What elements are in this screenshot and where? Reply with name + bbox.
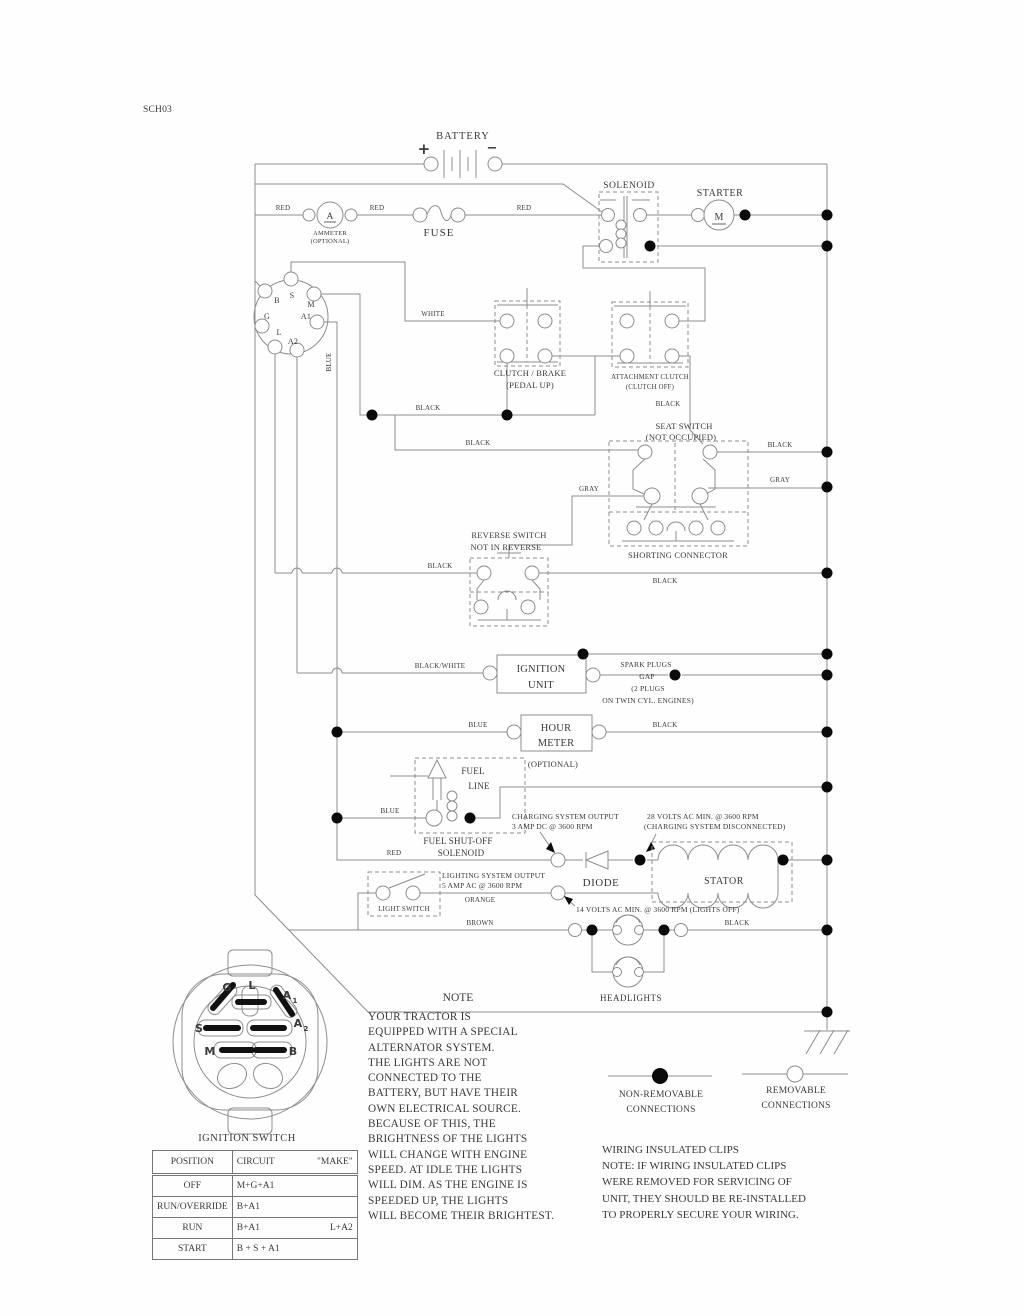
- wire-black-white: [297, 357, 483, 673]
- ignition-switch-caption: IGNITION SWITCH: [198, 1133, 296, 1144]
- wire-hop: [292, 568, 342, 573]
- switch-lever-icon: [389, 874, 425, 888]
- reverse-switch-label: REVERSE SWITCH: [471, 530, 547, 540]
- headlights: [569, 915, 688, 1003]
- svg-text:(CHARGING SYSTEM DISCONNECTED): (CHARGING SYSTEM DISCONNECTED): [644, 822, 786, 831]
- svg-text:BLUE: BLUE: [325, 352, 333, 372]
- keyway-label-m: M: [204, 1045, 216, 1058]
- battery: [418, 131, 502, 178]
- keyway-label-s: S: [194, 1022, 204, 1035]
- attachment-clutch-label: ATTACHMENT CLUTCH: [611, 374, 689, 381]
- keyway-label-g: G: [222, 981, 232, 994]
- wire-black-row2: [395, 415, 638, 450]
- fuel-shutoff-label-1: FUEL SHUT-OFF: [423, 836, 493, 846]
- starter-motor: [692, 188, 744, 230]
- svg-text:GRAY: GRAY: [770, 476, 790, 484]
- hour-meter-label-2: METER: [537, 738, 575, 749]
- ammeter: [303, 202, 357, 245]
- table-header-circuit: CIRCUIT "MAKE": [232, 1151, 357, 1175]
- fuel-shutoff-label-2: SOLENOID: [437, 848, 485, 858]
- svg-text:3 AMP DC @ 3600 RPM: 3 AMP DC @ 3600 RPM: [512, 822, 593, 831]
- sheet-code: SCH03: [143, 105, 172, 115]
- svg-text:BROWN: BROWN: [466, 919, 494, 927]
- svg-text:BLACK: BLACK: [652, 721, 678, 729]
- table-row: START B + S + A1: [153, 1239, 358, 1260]
- reverse-switch-qualifier: NOT IN REVERSE: [470, 542, 542, 552]
- table-row: OFF M+G+A1: [153, 1175, 358, 1197]
- svg-text:28 VOLTS AC MIN. @ 3600 RPM: 28 VOLTS AC MIN. @ 3600 RPM: [647, 812, 759, 821]
- hour-meter-label-1: HOUR: [540, 723, 572, 734]
- svg-text:ORANGE: ORANGE: [464, 896, 496, 904]
- diode-label: DIODE: [582, 877, 620, 889]
- svg-text:BLACK: BLACK: [427, 562, 453, 570]
- starter-label: STARTER: [696, 188, 744, 199]
- hour-meter: [507, 715, 606, 769]
- ignition-unit-label-2: UNIT: [528, 680, 554, 691]
- ignition-switch-plug: [254, 272, 328, 357]
- plug-terminal-b: B: [274, 296, 280, 305]
- svg-text:LIGHTING SYSTEM OUTPUT: LIGHTING SYSTEM OUTPUT: [442, 871, 546, 880]
- note-title: NOTE: [442, 992, 474, 1004]
- fuse-label: FUSE: [423, 227, 455, 239]
- arrow-icon: [646, 842, 655, 852]
- light-switch-label: LIGHT SWITCH: [378, 905, 430, 913]
- svg-text:2: 2: [303, 1025, 309, 1033]
- attachment-clutch-switch: [611, 291, 689, 391]
- plug-terminal-a2: A2: [287, 337, 299, 346]
- svg-text:BLACK: BLACK: [655, 400, 681, 408]
- ammeter-qualifier: (OPTIONAL): [310, 238, 350, 245]
- svg-text:REMOVABLE: REMOVABLE: [766, 1086, 826, 1096]
- keyway-label-a2: A: [293, 1017, 303, 1030]
- plug-terminal-a1: A1: [300, 312, 312, 321]
- battery-minus-symbol: −: [486, 141, 498, 156]
- fuse-element-icon: [427, 206, 451, 221]
- svg-text:GRAY: GRAY: [579, 485, 599, 493]
- svg-text:BLACK: BLACK: [415, 404, 441, 412]
- svg-text:(2 PLUGS: (2 PLUGS: [631, 684, 665, 693]
- ignition-unit-label-1: IGNITION: [516, 664, 566, 675]
- table-header-position: POSITION: [153, 1151, 233, 1175]
- svg-text:ON TWIN CYL. ENGINES): ON TWIN CYL. ENGINES): [602, 696, 694, 705]
- plug-terminal-l: L: [276, 328, 282, 337]
- reverse-switch: [470, 530, 548, 626]
- table-row: RUN B+A1 L+A2: [153, 1218, 358, 1239]
- svg-text:RED: RED: [516, 204, 532, 212]
- svg-text:RED: RED: [386, 849, 402, 857]
- shorting-connector-label: SHORTING CONNECTOR: [628, 550, 728, 560]
- plug-terminal-m: M: [307, 300, 315, 309]
- plug-terminal-s: S: [289, 291, 295, 300]
- ignition-switch-table: [152, 1150, 358, 1260]
- battery-plus-symbol: +: [417, 140, 431, 158]
- battery-plates-icon: [444, 150, 476, 178]
- fuel-arrow-icon: [428, 760, 446, 778]
- solenoid-label: SOLENOID: [603, 181, 655, 191]
- diode-icon: [586, 851, 608, 869]
- svg-text:BLACK: BLACK: [652, 577, 678, 585]
- stator-coil-icon: [658, 845, 778, 860]
- plug-terminal-g: G: [264, 312, 270, 321]
- headlights-label: HEADLIGHTS: [600, 993, 662, 1003]
- svg-text:GAP: GAP: [639, 672, 655, 681]
- ignition-switch-illustration: [173, 950, 327, 1144]
- removable-circle-icon: [787, 1066, 803, 1082]
- ammeter-label: AMMETER: [313, 230, 347, 237]
- keyway-label-a1: A: [282, 989, 292, 1002]
- connections-legend: [608, 1066, 848, 1115]
- fuse: [413, 206, 465, 239]
- fuel-label: FUEL: [461, 766, 485, 776]
- svg-text:5 AMP AC @ 3600 RPM: 5 AMP AC @ 3600 RPM: [442, 881, 523, 890]
- wiring-bus-lines: [255, 164, 850, 1054]
- svg-text:CONNECTIONS: CONNECTIONS: [761, 1101, 831, 1111]
- wire-white: [291, 262, 500, 321]
- svg-text:SPARK PLUGS: SPARK PLUGS: [620, 660, 672, 669]
- svg-text:BLUE: BLUE: [380, 807, 400, 815]
- wiring-clips-note: WIRING INSULATED CLIPS NOTE: IF WIRING INSULATED CLIPS WERE REMOVED FOR SERVICING OF UNIT, THEY SHOULD BE RE-INSTALLED TO PROPERLY SECURE YOUR WIRING.: [602, 1144, 806, 1221]
- arrow-icon: [546, 842, 555, 853]
- clutch-brake-qualifier: (PEDAL UP): [506, 380, 554, 390]
- note-body: YOUR TRACTOR IS EQUIPPED WITH A SPECIAL ALTERNATOR SYSTEM. THE LIGHTS ARE NOT CONNECTED TO THE BATTERY, BUT HAVE THEIR OWN ELECTRICAL SOURCE. BECAUSE OF THIS, THE BRIGHTNESS OF THE LIGHTS WILL CHANGE WITH ENGINE SPEED. AT IDLE THE LIGHTS WILL DIM. AS THE ENGINE IS SPEEDED UP, THE LIGHTS WILL BECOME THEIR BRIGHTEST.: [368, 1011, 555, 1222]
- keyway-label-l: L: [248, 979, 256, 992]
- battery-label: BATTERY: [436, 131, 490, 142]
- svg-text:NON-REMOVABLE: NON-REMOVABLE: [618, 1090, 704, 1100]
- fuel-line-label: LINE: [468, 781, 490, 791]
- keyway-label-b: B: [288, 1045, 298, 1058]
- seat-switch: [609, 421, 748, 560]
- clutch-brake-switch: [494, 288, 566, 390]
- svg-text:BLACK: BLACK: [465, 439, 491, 447]
- ignition-unit: [483, 655, 600, 693]
- svg-text:BLACK/WHITE: BLACK/WHITE: [414, 662, 466, 670]
- svg-text:RED: RED: [275, 204, 291, 212]
- non-removable-dot-icon: [652, 1068, 668, 1084]
- hour-meter-qualifier: (OPTIONAL): [527, 759, 579, 769]
- wire-black-row1: [321, 294, 595, 415]
- svg-text:BLACK: BLACK: [724, 919, 750, 927]
- svg-text:WHITE: WHITE: [421, 310, 445, 318]
- svg-text:14 VOLTS AC MIN. @ 3600 RPM (L: 14 VOLTS AC MIN. @ 3600 RPM (LIGHTS OFF): [576, 905, 740, 914]
- table-row: RUN/OVERRIDE B+A1: [153, 1197, 358, 1218]
- svg-text:CHARGING SYSTEM OUTPUT: CHARGING SYSTEM OUTPUT: [512, 812, 619, 821]
- svg-text:RED: RED: [369, 204, 385, 212]
- svg-text:BLACK: BLACK: [767, 441, 793, 449]
- wire-blue-red: [324, 322, 551, 860]
- svg-text:CONNECTIONS: CONNECTIONS: [626, 1105, 696, 1115]
- spark-plugs-note: [602, 660, 694, 705]
- svg-text:BLUE: BLUE: [468, 721, 488, 729]
- seat-switch-qualifier: (NOT OCCUPIED): [645, 432, 717, 442]
- starter-symbol: M: [714, 212, 724, 223]
- seat-switch-label: SEAT SWITCH: [655, 421, 713, 431]
- ground-symbol: [804, 1012, 850, 1054]
- ammeter-symbol: A: [326, 212, 334, 222]
- attachment-clutch-qualifier: (CLUTCH OFF): [625, 384, 675, 391]
- stator-label: STATOR: [704, 876, 744, 887]
- fuel-shutoff-solenoid: [415, 758, 525, 858]
- clutch-brake-label: CLUTCH / BRAKE: [493, 368, 567, 378]
- svg-text:1: 1: [292, 997, 298, 1005]
